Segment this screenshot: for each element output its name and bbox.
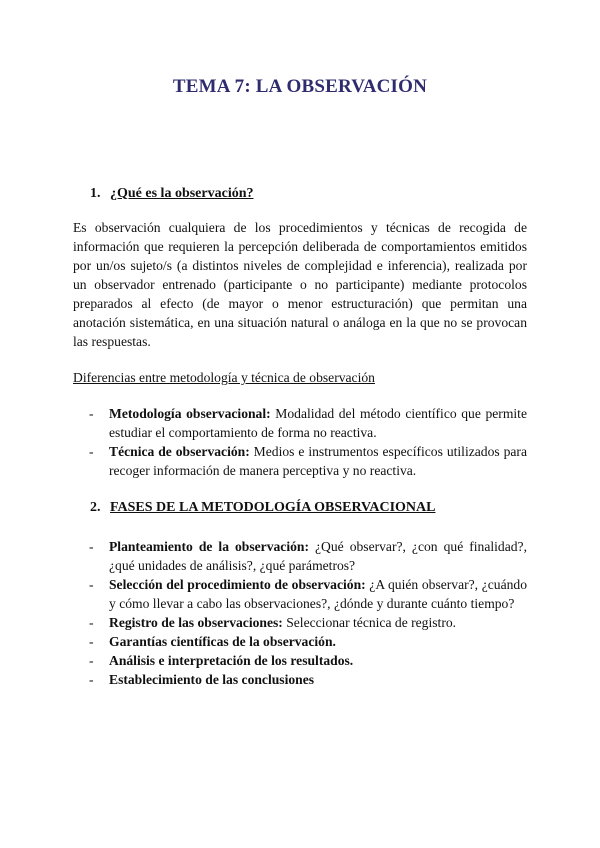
list-dash: - (89, 444, 94, 459)
differences-list (89, 404, 527, 480)
section-1-title: ¿Qué es la observación? (110, 186, 254, 201)
section-2-title: FASES DE LA METODOLOGÍA OBSERVACIONAL (110, 500, 436, 515)
list-item (89, 537, 527, 575)
list-item (89, 404, 527, 442)
list-item-term: Técnica de observación: (109, 444, 250, 459)
list-item (89, 651, 527, 670)
list-item-text: ¿Qué observar?, ¿con qué finalidad?, ¿qué unidades de análisis?, ¿qué parámetros? (109, 539, 527, 573)
phases-list (89, 537, 527, 689)
list-dash: - (89, 653, 94, 668)
list-item (89, 442, 527, 480)
list-item-text: Medios e instrumentos específicos utilizados para recoger información de manera perceptiva y no reactiva. (109, 444, 527, 478)
list-dash: - (89, 672, 94, 687)
section-1-paragraph: Es observación cualquiera de los procedimientos y técnicas de recogida de información que requieren la percepción deliberada de comportamientos emitidos por un/os sujeto/s (a distintos niveles de complejidad e inferencia), realizada por un observador entrenado (participante o no participante) mediante protocolos preparados al efecto (de mayor o menor estructuración) que permitan una anotación sistemática, en una situación natural o análoga en la que no se provocan las respuestas. (73, 220, 527, 349)
list-item-term: Selección del procedimiento de observación: (109, 577, 366, 592)
list-item-text: Modalidad del método científico que permite estudiar el comportamiento de forma no reactiva. (109, 406, 527, 440)
list-item-term: Metodología observacional: (109, 406, 271, 421)
list-dash: - (89, 577, 94, 592)
list-item-text: ¿A quién observar?, ¿cuándo y cómo llevar a cabo las observaciones?, ¿dónde y durante cuánto tiempo? (109, 577, 527, 611)
section-1-heading (90, 186, 254, 202)
list-item-term: Garantías científicas de la observación. (109, 634, 336, 649)
list-item-term: Análisis e interpretación de los resultados. (109, 653, 354, 668)
list-item-term: Registro de las observaciones: (109, 615, 283, 630)
list-dash: - (89, 615, 94, 630)
list-item (89, 632, 527, 651)
list-item (89, 670, 527, 689)
list-item-term: Establecimiento de las conclusiones (109, 672, 315, 687)
section-2-heading (90, 500, 435, 516)
list-item (89, 613, 527, 632)
list-dash: - (89, 406, 94, 421)
differences-subheading: Diferencias entre metodología y técnica de observación (73, 370, 375, 385)
list-item-term: Planteamiento de la observación: (109, 539, 309, 554)
document-title: TEMA 7: LA OBSERVACIÓN (172, 76, 428, 97)
section-2-number: 2. (90, 500, 101, 515)
list-item (89, 575, 527, 613)
list-dash: - (89, 539, 94, 554)
list-item-text: Seleccionar técnica de registro. (282, 615, 457, 630)
list-dash: - (89, 634, 94, 649)
section-1-number: 1. (90, 186, 101, 201)
